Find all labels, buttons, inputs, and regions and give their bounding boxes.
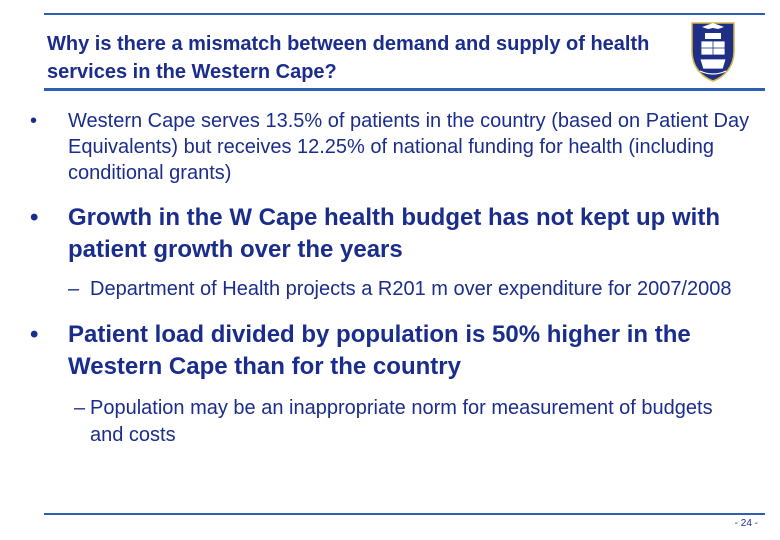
bullet-item xyxy=(30,108,750,186)
bullet-text: Western Cape serves 13.5% of patients in the country (based on Patient Day Equivalents) but receives 12.25% of national funding for health (including conditional grants) xyxy=(68,110,750,184)
sub-bullet-marker: – xyxy=(68,278,80,300)
bullet-item xyxy=(30,319,750,383)
slide-title: Why is there a mismatch between demand and supply of health services in the Western Cape? xyxy=(47,33,650,83)
bullet-marker: • xyxy=(30,321,39,348)
sub-bullet-item xyxy=(30,395,750,449)
top-rule xyxy=(44,13,765,15)
sub-bullet-text: Population may be an inappropriate norm for measurement of budgets and costs xyxy=(90,397,713,446)
title-rule xyxy=(44,88,765,91)
bullet-text: Growth in the W Cape health budget has not kept up with patient growth over the years xyxy=(68,204,720,263)
sub-bullet-text: Department of Health projects a R201 m over expenditure for 2007/2008 xyxy=(90,278,732,300)
bullet-item xyxy=(30,202,750,266)
sub-bullet-marker: – xyxy=(74,397,86,419)
university-crest-icon xyxy=(688,17,738,83)
slide-body xyxy=(30,108,750,449)
bullet-text: Patient load divided by population is 50% higher in the Western Cape than for the country xyxy=(68,321,691,380)
bottom-rule xyxy=(44,513,765,515)
page-number: - 24 - xyxy=(734,518,758,529)
bullet-marker: • xyxy=(30,204,39,231)
bullet-marker: • xyxy=(30,110,38,132)
sub-bullet-item xyxy=(30,276,750,303)
